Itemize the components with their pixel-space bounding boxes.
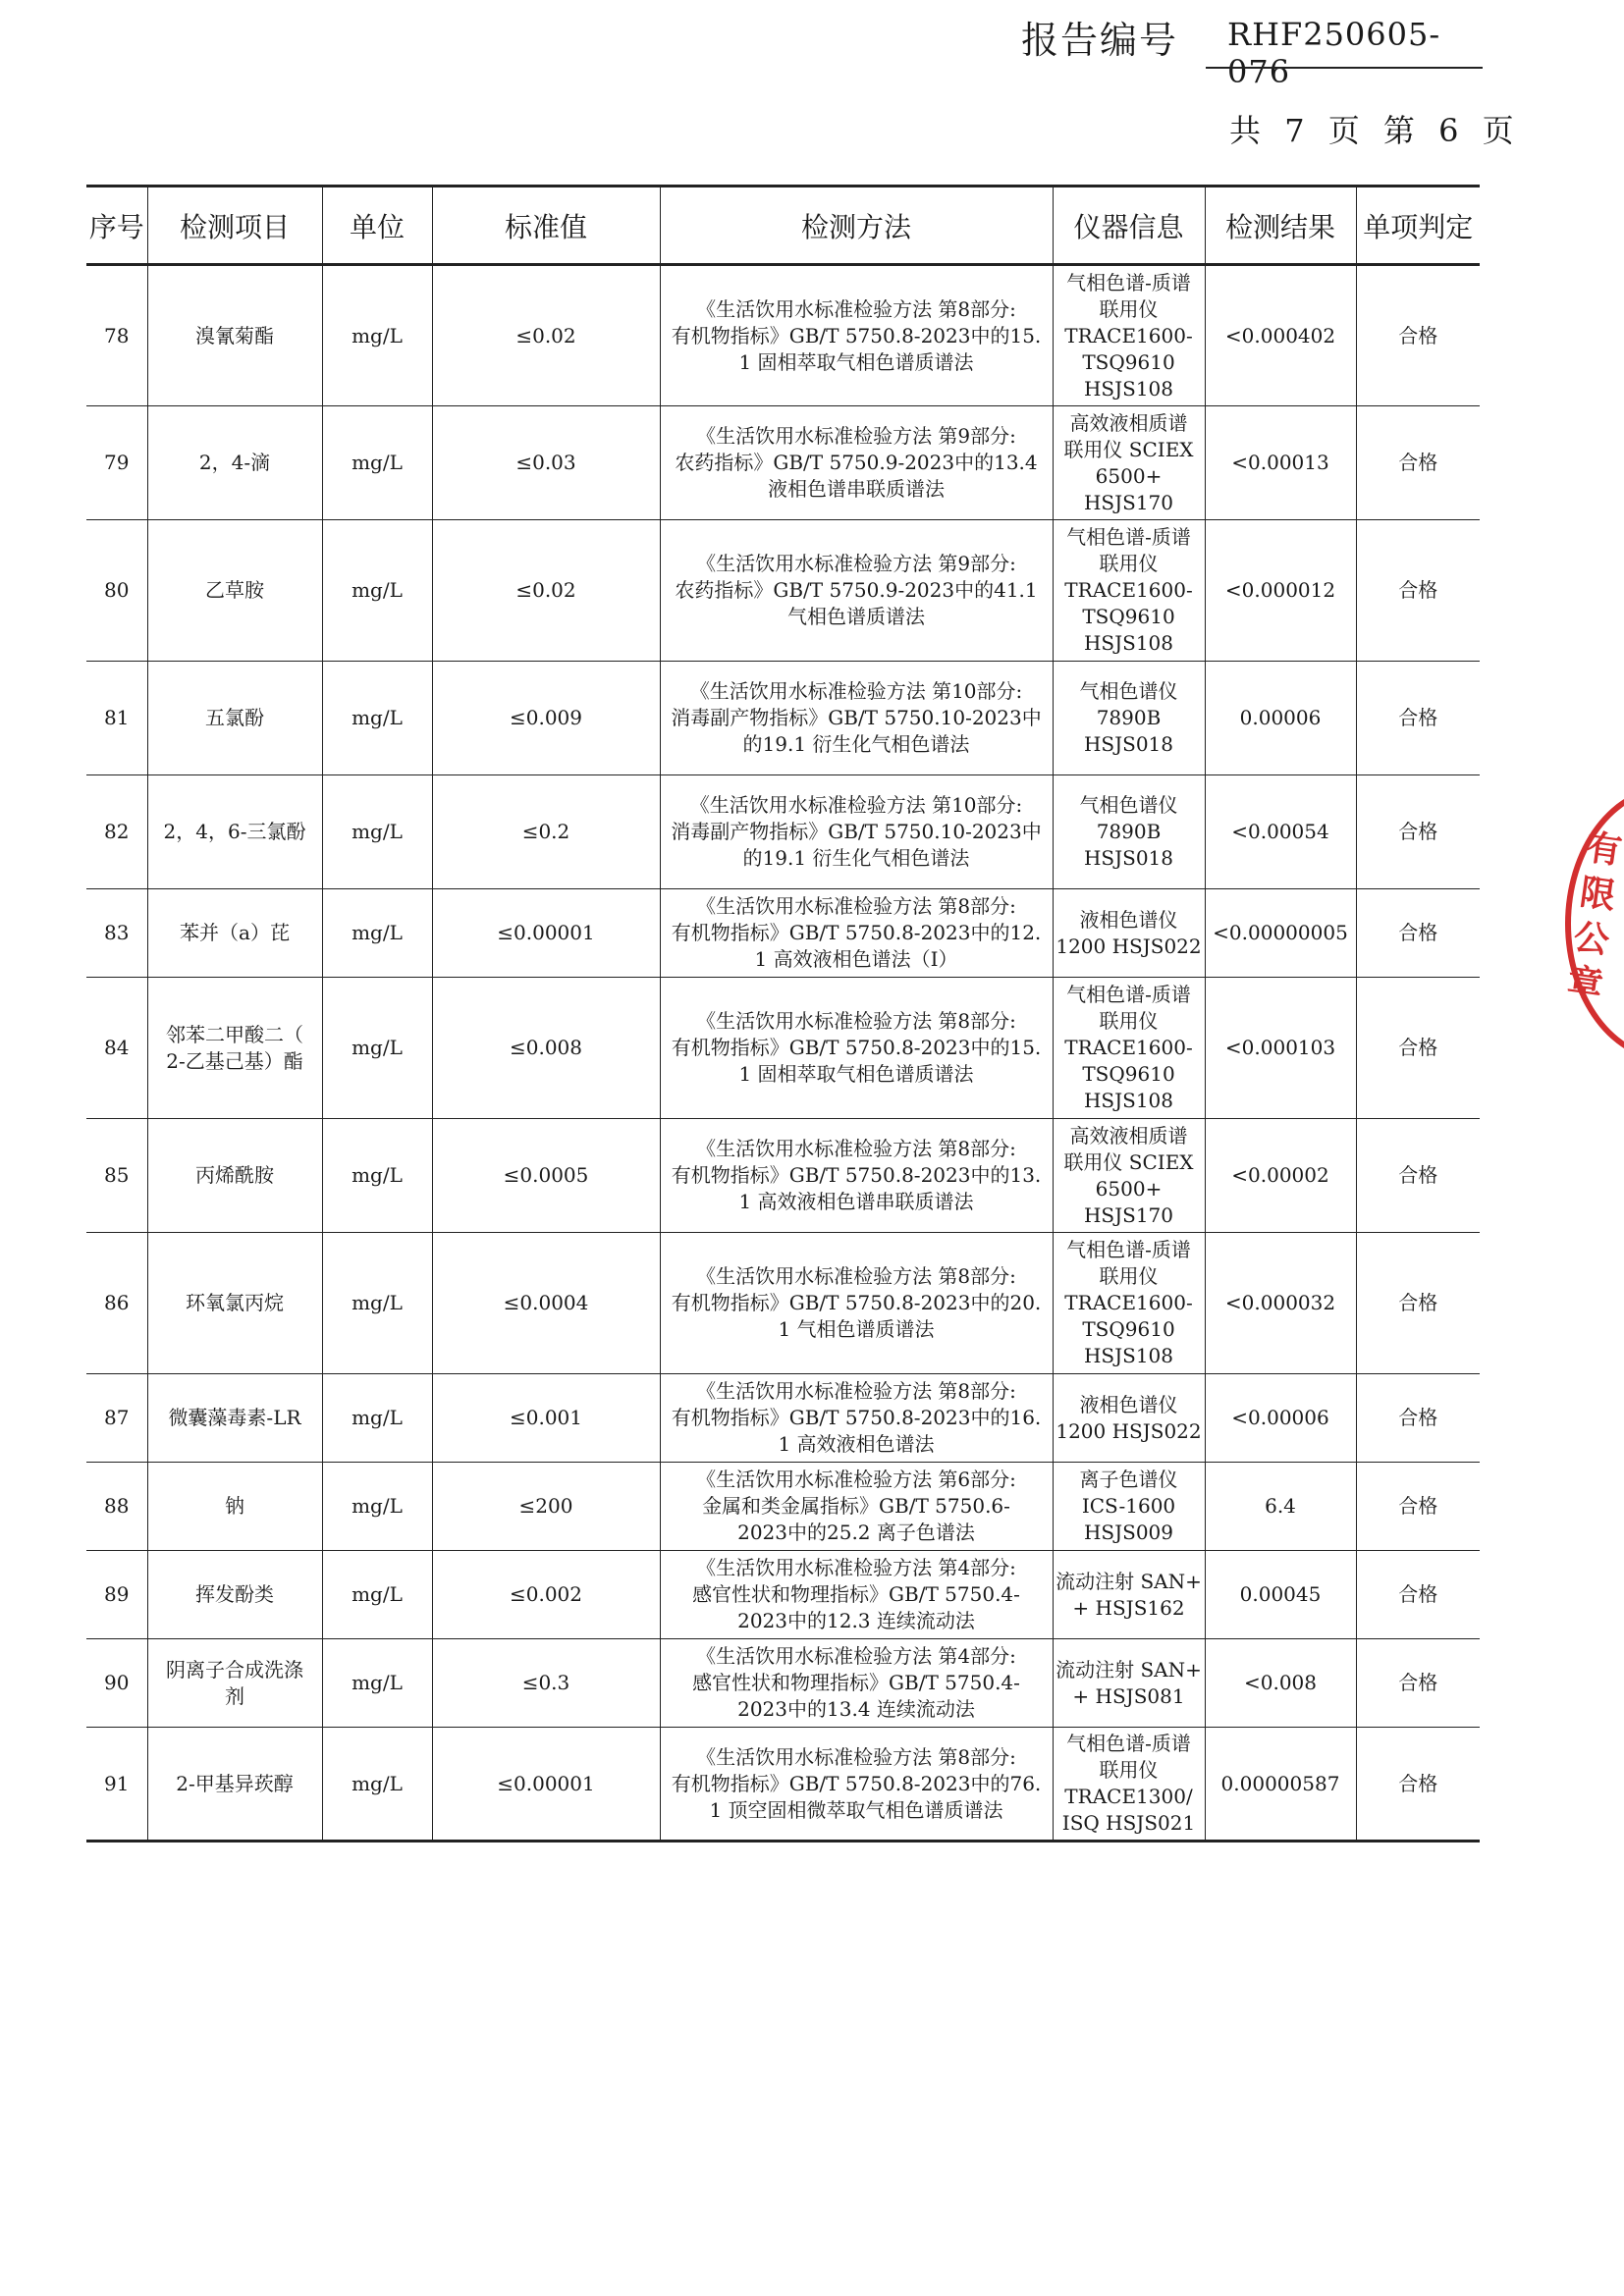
cell-method-line: 《生活饮用水标准检验方法 第8部分: xyxy=(696,1264,1016,1288)
cell-instrument-line: 气相色谱-质谱 xyxy=(1066,270,1191,294)
cell-result: <0.000103 xyxy=(1205,978,1356,1119)
cell-standard: ≤0.009 xyxy=(432,662,660,775)
table-row xyxy=(86,520,1480,662)
report-number-value: RHF250605-076 xyxy=(1227,16,1441,90)
cell-method-line: 1 气相色谱质谱法 xyxy=(778,1317,935,1341)
cell-item: 溴氰菊酯 xyxy=(147,265,322,406)
cell-standard: ≤0.008 xyxy=(432,978,660,1119)
report-number-block xyxy=(1021,8,1483,90)
cell-item: 挥发酚类 xyxy=(147,1551,322,1639)
cell-instrument xyxy=(1053,1119,1205,1233)
cell-verdict: 合格 xyxy=(1356,1551,1480,1639)
cell-standard: ≤0.001 xyxy=(432,1374,660,1463)
cell-verdict: 合格 xyxy=(1356,406,1480,520)
table-row xyxy=(86,1119,1480,1233)
cell-instrument-line: HSJS108 xyxy=(1083,1344,1174,1367)
cell-method-line: 《生活饮用水标准检验方法 第8部分: xyxy=(696,1137,1016,1160)
cell-unit: mg/L xyxy=(322,1551,432,1639)
cell-method-line: 《生活饮用水标准检验方法 第10部分: xyxy=(689,793,1023,817)
cell-instrument-line: TSQ9610 xyxy=(1082,1062,1175,1086)
cell-method xyxy=(660,1551,1053,1639)
cell-method-line: 《生活饮用水标准检验方法 第8部分: xyxy=(696,1009,1016,1033)
cell-method-line: 有机物指标》GB/T 5750.8-2023中的76. xyxy=(671,1771,1042,1795)
cell-method-line: 有机物指标》GB/T 5750.8-2023中的16. xyxy=(671,1406,1042,1429)
cell-result: <0.00006 xyxy=(1205,1374,1356,1463)
table-body xyxy=(86,265,1480,1842)
cell-method-line: 《生活饮用水标准检验方法 第6部分: xyxy=(696,1468,1016,1491)
cell-instrument-line: 联用仪 xyxy=(1099,1758,1159,1782)
cell-method-line: 《生活饮用水标准检验方法 第9部分: xyxy=(696,424,1016,448)
cell-result: <0.000012 xyxy=(1205,520,1356,662)
cell-instrument-line: 联用仪 xyxy=(1099,552,1159,575)
cell-no: 80 xyxy=(86,520,147,662)
cell-item-line: 剂 xyxy=(225,1683,244,1708)
cell-method xyxy=(660,1233,1053,1374)
cell-method-line: 1 固相萃取气相色谱质谱法 xyxy=(738,349,974,374)
cell-instrument xyxy=(1053,1551,1205,1639)
col-header-unit: 单位 xyxy=(322,187,432,265)
cell-item: 丙烯酰胺 xyxy=(147,1119,322,1233)
cell-instrument-line: 7890B HSJS018 xyxy=(1083,820,1174,870)
cell-method xyxy=(660,1728,1053,1842)
cell-standard: ≤200 xyxy=(432,1463,660,1551)
cell-unit: mg/L xyxy=(322,1728,432,1842)
cell-unit: mg/L xyxy=(322,1374,432,1463)
cell-unit: mg/L xyxy=(322,1233,432,1374)
cell-item-line: 2-乙基己基）酯 xyxy=(166,1048,303,1073)
cell-verdict: 合格 xyxy=(1356,520,1480,662)
cell-method-line: 2023中的25.2 离子色谱法 xyxy=(737,1521,975,1544)
cell-result: <0.00013 xyxy=(1205,406,1356,520)
cell-item: 苯并（a）芘 xyxy=(147,889,322,978)
cell-verdict: 合格 xyxy=(1356,1639,1480,1728)
cell-method-line: 1 高效液相色谱法 xyxy=(778,1432,935,1456)
col-header-standard: 标准值 xyxy=(432,187,660,265)
cell-item: 2，4-滴 xyxy=(147,406,322,520)
table-row xyxy=(86,1233,1480,1374)
cell-instrument xyxy=(1053,978,1205,1119)
cell-instrument-line: HSJS108 xyxy=(1083,631,1174,655)
cell-method-line: 《生活饮用水标准检验方法 第8部分: xyxy=(696,296,1016,321)
cell-unit: mg/L xyxy=(322,889,432,978)
pager-total-unit: 页 xyxy=(1327,112,1362,149)
cell-standard: ≤0.00001 xyxy=(432,889,660,978)
seal-lettering: 有 限 公 章 xyxy=(1565,827,1624,1007)
cell-item: 五氯酚 xyxy=(147,662,322,775)
cell-instrument-line: HSJS009 xyxy=(1083,1521,1174,1544)
cell-method xyxy=(660,775,1053,889)
cell-instrument-line: TSQ9610 xyxy=(1082,1317,1175,1341)
cell-method-line: 《生活饮用水标准检验方法 第8部分: xyxy=(696,1744,1016,1769)
pager-total-prefix: 共 xyxy=(1229,112,1264,149)
cell-instrument-line: + HSJS162 xyxy=(1072,1595,1185,1620)
cell-method-line: 《生活饮用水标准检验方法 第9部分: xyxy=(696,552,1016,575)
cell-instrument-line: 6500+ HSJS170 xyxy=(1083,1176,1174,1227)
report-number-label: 报告编号 xyxy=(1021,19,1179,62)
cell-unit: mg/L xyxy=(322,1639,432,1728)
cell-instrument xyxy=(1053,265,1205,406)
cell-item-line: 邻苯二甲酸二（ xyxy=(166,1022,303,1046)
cell-instrument-line: 离子色谱仪 xyxy=(1079,1468,1178,1491)
cell-unit: mg/L xyxy=(322,1463,432,1551)
cell-instrument-line: 6500+ HSJS170 xyxy=(1083,463,1174,514)
cell-result: <0.00054 xyxy=(1205,775,1356,889)
table-row xyxy=(86,265,1480,406)
cell-instrument-line: ISQ HSJS021 xyxy=(1061,1811,1196,1835)
cell-instrument-line: TRACE1600- xyxy=(1064,1291,1193,1314)
cell-result: <0.000032 xyxy=(1205,1233,1356,1374)
cell-verdict: 合格 xyxy=(1356,662,1480,775)
cell-item: 2-甲基异莰醇 xyxy=(147,1728,322,1842)
cell-method-line: 1 高效液相色谱法（I） xyxy=(754,947,958,971)
table-row xyxy=(86,889,1480,978)
company-seal xyxy=(1565,775,1624,1070)
cell-verdict: 合格 xyxy=(1356,1728,1480,1842)
cell-instrument xyxy=(1053,1374,1205,1463)
cell-item: 钠 xyxy=(147,1463,322,1551)
cell-item: 微囊藻毒素-LR xyxy=(147,1374,322,1463)
cell-instrument-line: 联用仪 xyxy=(1099,296,1159,321)
cell-method-line: 1 高效液相色谱串联质谱法 xyxy=(738,1190,974,1213)
cell-standard: ≤0.0005 xyxy=(432,1119,660,1233)
cell-instrument-line: 联用仪 xyxy=(1099,1009,1159,1033)
pager-current-unit: 页 xyxy=(1482,112,1516,149)
cell-item: 环氧氯丙烷 xyxy=(147,1233,322,1374)
cell-method-line: 有机物指标》GB/T 5750.8-2023中的15. xyxy=(671,323,1042,347)
page-counter xyxy=(1229,106,1516,151)
cell-instrument-line: 气相色谱-质谱 xyxy=(1066,1238,1191,1261)
cell-instrument-line: 高效液相质谱 xyxy=(1069,1123,1188,1148)
cell-instrument-line: 液相色谱仪 xyxy=(1079,1392,1178,1416)
cell-result: <0.008 xyxy=(1205,1639,1356,1728)
cell-method xyxy=(660,978,1053,1119)
cell-method-line: 有机物指标》GB/T 5750.8-2023中的13. xyxy=(671,1163,1042,1187)
cell-no: 84 xyxy=(86,978,147,1119)
table-row xyxy=(86,1639,1480,1728)
cell-method xyxy=(660,1463,1053,1551)
cell-item: 乙草胺 xyxy=(147,520,322,662)
cell-instrument-line: 气相色谱-质谱 xyxy=(1066,525,1191,549)
cell-instrument-line: 1200 HSJS022 xyxy=(1056,1418,1202,1443)
cell-instrument-line: 流动注射 SAN+ xyxy=(1056,1657,1202,1682)
results-table xyxy=(86,185,1480,1842)
cell-no: 86 xyxy=(86,1233,147,1374)
cell-no: 91 xyxy=(86,1728,147,1842)
cell-verdict: 合格 xyxy=(1356,1233,1480,1374)
cell-instrument-line: 联用仪 SCIEX xyxy=(1063,437,1194,461)
cell-method-line: 1 顶空固相微萃取气相色谱质谱法 xyxy=(709,1797,1003,1822)
cell-instrument-line: HSJS108 xyxy=(1083,1089,1174,1112)
cell-standard: ≤0.02 xyxy=(432,265,660,406)
cell-instrument-line: TSQ9610 xyxy=(1082,349,1175,374)
cell-result: 6.4 xyxy=(1205,1463,1356,1551)
cell-instrument-line: 液相色谱仪 xyxy=(1079,907,1178,932)
cell-standard: ≤0.03 xyxy=(432,406,660,520)
cell-method-line: 农药指标》GB/T 5750.9-2023中的41.1 xyxy=(675,578,1038,602)
cell-method-line: 金属和类金属指标》GB/T 5750.6- xyxy=(702,1494,1010,1518)
cell-instrument-line: 7890B HSJS018 xyxy=(1083,706,1174,756)
col-header-instrument: 仪器信息 xyxy=(1053,187,1205,265)
cell-method-line: 农药指标》GB/T 5750.9-2023中的13.4 xyxy=(675,451,1038,474)
pager-total: 7 xyxy=(1284,112,1307,149)
col-header-method: 检测方法 xyxy=(660,187,1053,265)
cell-item xyxy=(147,978,322,1119)
cell-no: 79 xyxy=(86,406,147,520)
table-header-row xyxy=(86,187,1480,265)
cell-result: 0.00006 xyxy=(1205,662,1356,775)
report-number-underline xyxy=(1206,67,1483,69)
cell-standard: ≤0.002 xyxy=(432,1551,660,1639)
cell-no: 88 xyxy=(86,1463,147,1551)
cell-instrument-line: TRACE1600- xyxy=(1064,578,1193,602)
table-row xyxy=(86,775,1480,889)
cell-method xyxy=(660,1119,1053,1233)
cell-method-line: 《生活饮用水标准检验方法 第8部分: xyxy=(696,1379,1016,1403)
cell-method-line: 感官性状和物理指标》GB/T 5750.4- xyxy=(692,1671,1020,1694)
cell-instrument xyxy=(1053,1233,1205,1374)
cell-item xyxy=(147,1639,322,1728)
cell-instrument-line: 气相色谱仪 xyxy=(1079,679,1178,703)
cell-unit: mg/L xyxy=(322,1119,432,1233)
cell-verdict: 合格 xyxy=(1356,1119,1480,1233)
cell-item: 2，4，6-三氯酚 xyxy=(147,775,322,889)
cell-instrument xyxy=(1053,520,1205,662)
cell-instrument xyxy=(1053,406,1205,520)
cell-instrument-line: HSJS108 xyxy=(1083,376,1174,400)
cell-instrument xyxy=(1053,889,1205,978)
table-row xyxy=(86,1551,1480,1639)
cell-instrument-line: 1200 HSJS022 xyxy=(1056,934,1202,958)
cell-instrument xyxy=(1053,1463,1205,1551)
cell-result: <0.000402 xyxy=(1205,265,1356,406)
cell-result: <0.00002 xyxy=(1205,1119,1356,1233)
cell-instrument-line: TRACE1300/ xyxy=(1064,1785,1193,1808)
table-row xyxy=(86,662,1480,775)
cell-method-line: 2023中的13.4 连续流动法 xyxy=(737,1697,975,1721)
cell-unit: mg/L xyxy=(322,520,432,662)
cell-standard: ≤0.0004 xyxy=(432,1233,660,1374)
table-row xyxy=(86,406,1480,520)
cell-no: 90 xyxy=(86,1639,147,1728)
cell-method xyxy=(660,265,1053,406)
cell-method-line: 2023中的12.3 连续流动法 xyxy=(737,1609,975,1632)
cell-instrument xyxy=(1053,1728,1205,1842)
cell-method-line: 气相色谱质谱法 xyxy=(787,605,925,628)
cell-method-line: 消毒副产物指标》GB/T 5750.10-2023中 xyxy=(671,820,1042,843)
cell-no: 83 xyxy=(86,889,147,978)
table-row xyxy=(86,1374,1480,1463)
cell-instrument-line: TRACE1600- xyxy=(1064,323,1193,347)
cell-verdict: 合格 xyxy=(1356,1374,1480,1463)
cell-method-line: 《生活饮用水标准检验方法 第8部分: xyxy=(696,894,1016,918)
cell-instrument-line: 气相色谱-质谱 xyxy=(1066,983,1191,1006)
cell-method xyxy=(660,1639,1053,1728)
cell-instrument-line: + HSJS081 xyxy=(1072,1683,1185,1708)
cell-unit: mg/L xyxy=(322,406,432,520)
cell-instrument-line: 高效液相质谱 xyxy=(1069,410,1188,435)
cell-item-line: 阴离子合成洗涤 xyxy=(166,1657,303,1682)
table-row xyxy=(86,978,1480,1119)
cell-no: 78 xyxy=(86,265,147,406)
col-header-no: 序号 xyxy=(86,187,147,265)
cell-result: 0.00000587 xyxy=(1205,1728,1356,1842)
cell-method-line: 有机物指标》GB/T 5750.8-2023中的15. xyxy=(671,1036,1042,1059)
cell-instrument-line: ICS-1600 xyxy=(1081,1494,1176,1518)
cell-method-line: 《生活饮用水标准检验方法 第4部分: xyxy=(696,1556,1016,1579)
cell-method xyxy=(660,1374,1053,1463)
cell-unit: mg/L xyxy=(322,265,432,406)
cell-method-line: 消毒副产物指标》GB/T 5750.10-2023中 xyxy=(671,706,1042,729)
cell-method xyxy=(660,520,1053,662)
cell-unit: mg/L xyxy=(322,978,432,1119)
cell-method-line: 有机物指标》GB/T 5750.8-2023中的12. xyxy=(671,921,1042,944)
cell-method-line: 的19.1 衍生化气相色谱法 xyxy=(742,846,970,870)
cell-method-line: 感官性状和物理指标》GB/T 5750.4- xyxy=(692,1582,1020,1606)
cell-instrument-line: TRACE1600- xyxy=(1064,1036,1193,1059)
col-header-result: 检测结果 xyxy=(1205,187,1356,265)
cell-verdict: 合格 xyxy=(1356,1463,1480,1551)
cell-standard: ≤0.02 xyxy=(432,520,660,662)
cell-result: 0.00045 xyxy=(1205,1551,1356,1639)
cell-method-line: 液相色谱串联质谱法 xyxy=(768,477,945,501)
cell-verdict: 合格 xyxy=(1356,978,1480,1119)
table-row xyxy=(86,1728,1480,1842)
col-header-verdict: 单项判定 xyxy=(1356,187,1480,265)
cell-verdict: 合格 xyxy=(1356,265,1480,406)
cell-standard: ≤0.2 xyxy=(432,775,660,889)
cell-instrument-line: 流动注射 SAN+ xyxy=(1056,1569,1202,1593)
pager-current-prefix: 第 xyxy=(1382,112,1417,149)
cell-instrument-line: 联用仪 SCIEX xyxy=(1063,1149,1194,1174)
col-header-item: 检测项目 xyxy=(147,187,322,265)
cell-method xyxy=(660,406,1053,520)
cell-method-line: 1 固相萃取气相色谱质谱法 xyxy=(738,1062,974,1086)
cell-instrument-line: 气相色谱仪 xyxy=(1079,793,1178,817)
cell-no: 89 xyxy=(86,1551,147,1639)
cell-unit: mg/L xyxy=(322,775,432,889)
cell-method xyxy=(660,662,1053,775)
cell-method-line: 的19.1 衍生化气相色谱法 xyxy=(742,732,970,756)
cell-instrument xyxy=(1053,662,1205,775)
cell-standard: ≤0.00001 xyxy=(432,1728,660,1842)
cell-method xyxy=(660,889,1053,978)
cell-no: 87 xyxy=(86,1374,147,1463)
cell-method-line: 有机物指标》GB/T 5750.8-2023中的20. xyxy=(671,1291,1042,1314)
cell-instrument-line: TSQ9610 xyxy=(1082,605,1175,628)
cell-instrument xyxy=(1053,1639,1205,1728)
cell-verdict: 合格 xyxy=(1356,775,1480,889)
cell-instrument-line: 联用仪 xyxy=(1099,1264,1159,1288)
cell-unit: mg/L xyxy=(322,662,432,775)
cell-standard: ≤0.3 xyxy=(432,1639,660,1728)
cell-result: <0.00000005 xyxy=(1205,889,1356,978)
cell-method-line: 《生活饮用水标准检验方法 第4部分: xyxy=(696,1644,1016,1668)
cell-no: 81 xyxy=(86,662,147,775)
cell-no: 82 xyxy=(86,775,147,889)
table-row xyxy=(86,1463,1480,1551)
cell-no: 85 xyxy=(86,1119,147,1233)
cell-instrument xyxy=(1053,775,1205,889)
cell-verdict: 合格 xyxy=(1356,889,1480,978)
pager-current: 6 xyxy=(1438,112,1461,149)
cell-method-line: 《生活饮用水标准检验方法 第10部分: xyxy=(689,679,1023,703)
cell-instrument-line: 气相色谱-质谱 xyxy=(1066,1732,1191,1755)
